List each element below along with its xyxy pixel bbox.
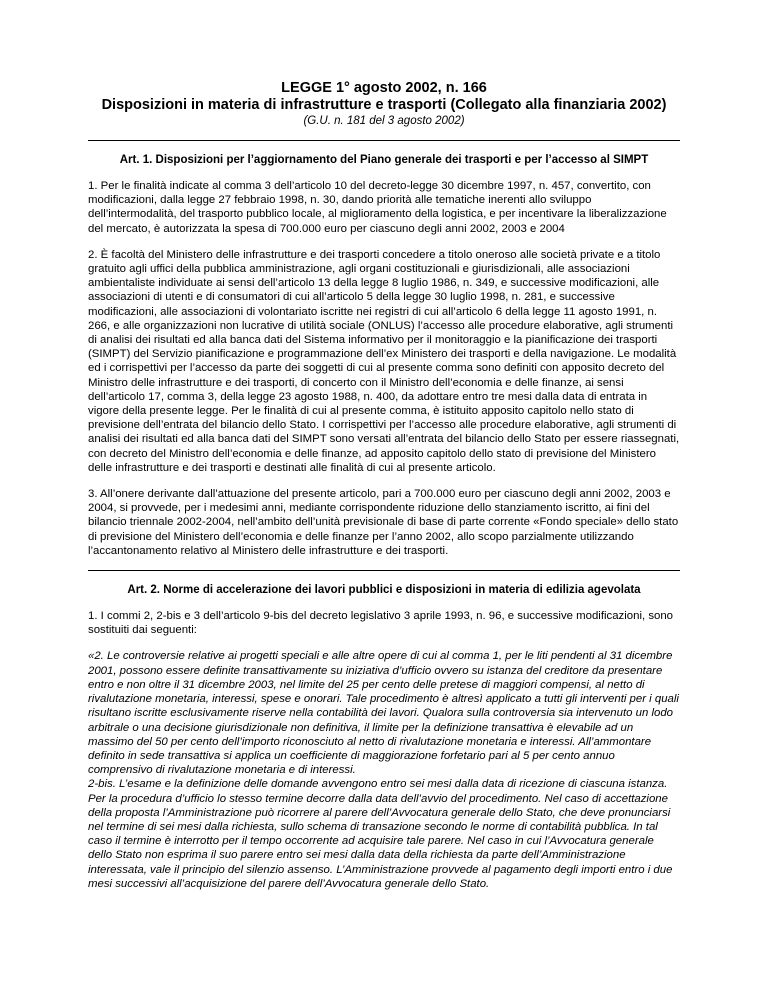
article-2-quoted-comma-2: «2. Le controversie relative ai progetti speciali e alle altre opere di cui al comma 1, per le liti pendenti al 31 dicembre 2001, possono essere definite transattivamente su iniziativa d’ufficio ovvero su istanza del creditore da presentare entro e non oltre il 31 dicembre 2003, nel limite del 25 per cento delle pretese di maggiori compensi, al netto di rivalutazione monetaria, interessi, spese e onorari. Tale procedimento è altresì applicato a tutti gli interventi per i quali risultano iscritte esclusivamente riserve nella contabilità dei lavori. Qualora sulla controversia sia intervenuto un lodo arbitrale o una decisione giurisdizionale non definitiva, il limite per la definizione transattiva è elevabile ad un massimo del 50 per cento dell’importo riconosciuto al netto di rivalutazione monetaria e interessi. All’ammontare definito in sede transattiva si applica un coefficiente di maggiorazione forfetario pari al 5 per cento annuo comprensivo di rivalutazione monetaria e di interessi.: [88, 650, 679, 777]
article-2-heading: Art. 2. Norme di accelerazione dei lavori pubblici e disposizioni in materia di edilizia agevolata: [127, 584, 641, 597]
article-2-paragraph-1: 1. I commi 2, 2-bis e 3 dell’articolo 9-bis del decreto legislativo 3 aprile 1993, n. 96, e successive modificazioni, sono sostituiti dai seguenti:: [88, 610, 674, 637]
separator-rule: [88, 140, 680, 141]
gazzetta-reference: (G.U. n. 181 del 3 agosto 2002): [303, 115, 465, 127]
separator-rule: [88, 570, 680, 571]
article-2-quoted-comma-2-bis: 2-bis. L’esame e la definizione delle domande avvengono entro sei mesi dalla data di ricezione di ciascuna istanza. Per la procedura d’ufficio lo stesso termine decorre dalla data dell’avvio del procedimento. Nel caso di accettazione della proposta l’Amministrazione può ricorrere al parere dell’Avvocatura generale dello Stato, che deve pronunciarsi nel termine di sei mesi dalla richiesta, sullo schema di transazione secondo le norme di contabilità pubblica. In tal caso il termine è interrotto per il tempo occorrente ad acquisire tale parere. Nel caso in cui l’Avvocatura generale dello Stato non esprima il suo parere entro sei mesi dalla data della richiesta da parte dell’Amministrazione interessata, vale il principio del silenzio assenso. L’Amministrazione provvede al pagamento degli importi entro i due mesi successivi all’acquisizione del parere dell’Avvocatura generale dello Stato.: [88, 778, 673, 890]
article-1-paragraph-1: 1. Per le finalità indicate al comma 3 dell’articolo 10 del decreto-legge 30 dicembre 1997, n. 457, convertito, con modificazioni, dalla legge 27 febbraio 1998, n. 30, dando priorità alle tematiche inerenti allo sviluppo dell’intermodalità, del trasporto pubblico locale, al miglioramento della logistica, e per incentivare la liberalizzazione del mercato, è autorizzata la spesa di 700.000 euro per ciascuno degli anni 2002, 2003 e 2004: [88, 180, 667, 235]
document-page: [88, 80, 680, 891]
article-1-paragraph-2: 2. È facoltà del Ministero delle infrastrutture e dei trasporti concedere a titolo oneroso alle società private e a titolo gratuito agli uffici della pubblica amministrazione, agli organi costituzionali e giurisdizionali, alle associazioni ambientaliste individuate ai sensi dell’articolo 13 della legge 8 luglio 1986, n. 349, e successive modificazioni, alle associazioni di utenti e di consumatori di cui all’articolo 5 della legge 30 luglio 1998, n. 281, e successive modificazioni, alle associazioni di volontariato iscritte nei registri di cui all’articolo 6 della legge 11 agosto 1991, n. 266, e alle organizzazioni non lucrative di utilità sociale (ONLUS) l’accesso alle procedure elaborative, agli strumenti di analisi dei risultati ed alla banca dati del Sistema informativo per il monitoraggio e la pianificazione dei trasporti (SIMPT) del Servizio pianificazione e programmazione dell’ex Ministero dei trasporti e della navigazione. Le modalità ed i corrispettivi per l’accesso da parte dei soggetti di cui al presente comma sono definiti con apposito decreto del Ministro delle infrastrutture e dei trasporti, di concerto con il Ministro dell’economia e delle finanze, ai sensi dell’articolo 17, comma 3, della legge 23 agosto 1988, n. 400, da adottare entro tre mesi dalla data di entrata in vigore della presente legge. Per le finalità di cui al presente comma, è istituito apposito capitolo nello stato di previsione dell’entrata del bilancio dello Stato. I corrispettivi per l’accesso alle procedure elaborative, agli strumenti di analisi dei risultati ed alla banca dati del SIMPT sono versati all’entrata del bilancio dello Stato per essere riassegnati, con decreto del Ministro dell’economia e delle finanze, ad apposito capitolo dello stato di previsione del Ministero delle infrastrutture e dei trasporti e destinati alle finalità di cui al presente articolo.: [88, 248, 680, 474]
law-title: LEGGE 1° agosto 2002, n. 166: [281, 80, 487, 96]
law-subtitle: Disposizioni in materia di infrastrutture e trasporti (Collegato alla finanziaria 2002): [101, 97, 667, 113]
article-1-heading: Art. 1. Disposizioni per l’aggiornamento del Piano generale dei trasporti e per l’accesso al SIMPT: [119, 154, 649, 166]
article-1-paragraph-3: 3. All’onere derivante dall’attuazione del presente articolo, pari a 700.000 euro per ciascuno degli anni 2002, 2003 e 2004, si provvede, per i medesimi anni, mediante corrispondente riduzione dello stanziamento iscritto, ai fini del bilancio triennale 2002-2004, nell’ambito dell’unità previsionale di base di parte corrente «Fondo speciale» dello stato di previsione del Ministero dell’economia e delle finanze per l’anno 2002, allo scopo parzialmente utilizzando l’accantonamento relativo al Ministero delle infrastrutture e dei trasporti.: [88, 488, 679, 557]
